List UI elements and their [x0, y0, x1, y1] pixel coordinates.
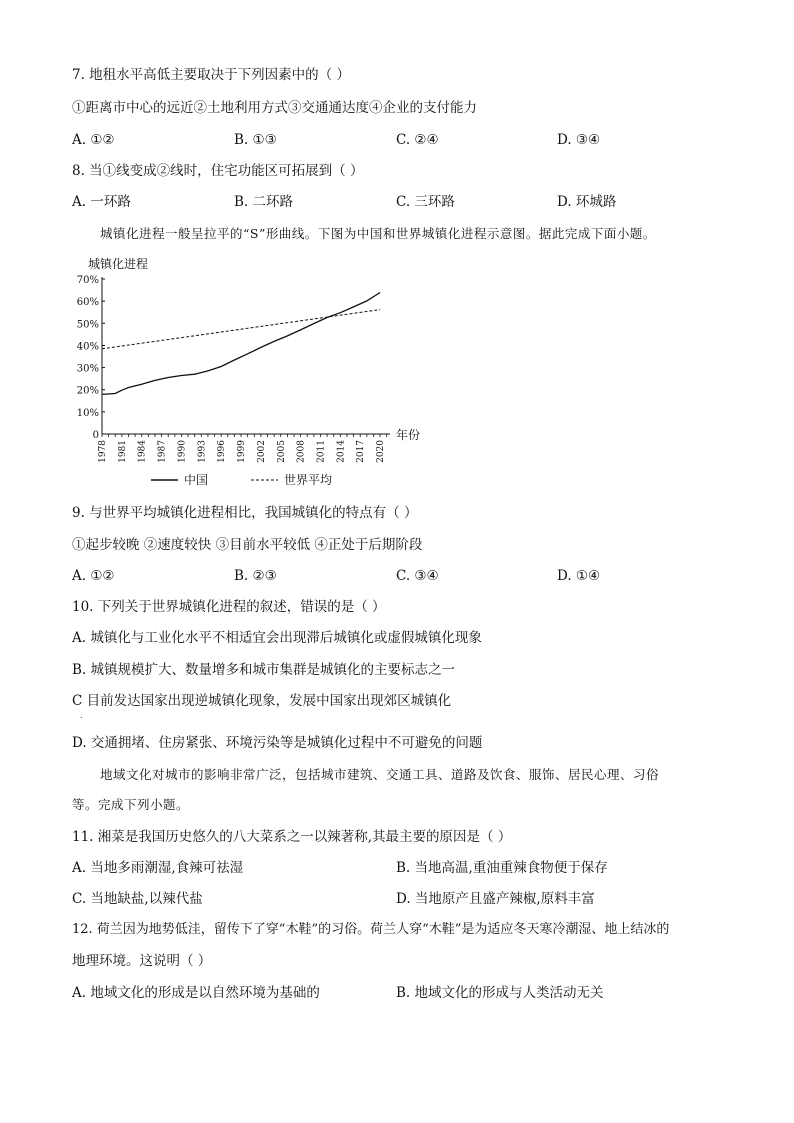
q9-sub: ①起步较晚 ②速度较快 ③目前水平较低 ④正处于后期阶段: [72, 537, 423, 553]
x-tick-label: 1996: [217, 440, 228, 463]
x-tick-label: 1978: [98, 440, 108, 463]
x-tick-label: 1987: [157, 440, 168, 463]
x-tick-label: 2011: [316, 440, 327, 463]
x-tick-label: 2005: [276, 440, 287, 463]
q10-option-c-dot: .: [80, 711, 83, 720]
q7-sub: ①距离市中心的远近②土地利用方式③交通通达度④企业的支付能力: [72, 100, 477, 116]
y-tick-label: 0: [92, 430, 99, 441]
q9-option-d: D. ①④: [557, 568, 601, 584]
q9-option-c: C. ③④: [396, 568, 439, 584]
x-tick-label: 1984: [137, 440, 148, 463]
y-tick-label: 50%: [76, 319, 99, 331]
y-axis-label: 城镇化进程: [88, 257, 149, 271]
q7-stem: 7. 地租水平高低主要取决于下列因素中的（ ）: [72, 67, 350, 83]
q7-option-c: C. ②④: [396, 132, 439, 148]
x-tick-label: 2017: [356, 440, 367, 463]
x-tick-label: 2002: [256, 440, 267, 463]
q7-option-a: A. ①②: [72, 132, 115, 148]
q9-option-b: B. ②③: [234, 568, 277, 584]
y-tick-label: 30%: [76, 363, 99, 375]
q8-option-b: B. 二环路: [234, 194, 294, 210]
q10-option-b: B. 城镇规模扩大、数量增多和城市集群是城镇化的主要标志之一: [72, 662, 456, 678]
q9-option-a: A. ①②: [72, 568, 115, 584]
chart-intro: 城镇化进程一般呈拉平的“S”形曲线。下图为中国和世界城镇化进程示意图。据此完成下面小题。: [100, 226, 656, 241]
q8-option-a: A. 一环路: [72, 194, 131, 210]
q10-option-a: A. 城镇化与工业化水平不相适宜会出现滞后城镇化或虚假城镇化现象: [72, 630, 482, 646]
culture-intro-line1: 地域文化对城市的影响非常广泛，包括城市建筑、交通工具、道路及饮食、服饰、居民心理、习俗: [100, 767, 660, 782]
x-tick-label: 2014: [336, 440, 347, 463]
q12-stem-line1: 12. 荷兰因为地势低洼，留传下了穿“木鞋”的习俗。荷兰人穿“木鞋”是为适应冬天寒冷潮湿、地上结冰的: [72, 922, 670, 937]
x-axis-label: 年份: [396, 428, 420, 442]
legend-world-label: 世界平均: [284, 473, 333, 487]
y-tick-label: 40%: [76, 341, 99, 353]
x-tick-label: 2008: [296, 440, 307, 463]
q7-option-b: B. ①③: [234, 132, 277, 148]
q10-option-d: D. 交通拥堵、住房紧张、环境污染等是城镇化过程中不可避免的问题: [72, 735, 483, 751]
q10-stem: 10. 下列关于世界城镇化进程的叙述，错误的是（ ）: [72, 599, 386, 615]
q12-option-a: A. 地域文化的形成是以自然环境为基础的: [72, 985, 320, 1001]
q10-option-c: C 目前发达国家出现逆城镇化现象，发展中国家出现郊区城镇化: [72, 693, 452, 709]
q12-stem-line2: 地理环境。这说明（ ）: [72, 953, 212, 969]
q12-option-b: B. 地域文化的形成与人类活动无关: [396, 985, 604, 1001]
x-tick-label: 2020: [376, 440, 387, 463]
q7-option-d: D. ③④: [557, 132, 601, 148]
urbanization-chart: [60, 252, 420, 492]
x-tick-label: 1999: [237, 440, 248, 463]
q11-stem: 11. 湘菜是我国历史悠久的八大菜系之一以辣著称,其最主要的原因是（ ）: [72, 829, 512, 845]
series-world-line: [102, 310, 380, 349]
y-tick-label: 10%: [76, 407, 99, 419]
legend-china-label: 中国: [184, 473, 209, 487]
q11-option-a: A. 当地多雨潮湿,食辣可祛湿: [72, 860, 244, 876]
x-tick-label: 1981: [117, 440, 128, 463]
y-tick-label: 60%: [76, 297, 99, 309]
x-tick-label: 1993: [197, 440, 208, 463]
y-tick-label: 20%: [76, 385, 99, 397]
culture-intro-line2: 等。完成下列小题。: [72, 797, 190, 812]
q9-stem: 9. 与世界平均城镇化进程相比，我国城镇化的特点有（ ）: [72, 505, 418, 521]
q11-option-b: B. 当地高温,重油重辣食物便于保存: [396, 860, 608, 876]
q8-option-d: D. 环城路: [557, 194, 617, 210]
y-tick-label: 70%: [76, 275, 99, 286]
q8-option-c: C. 三环路: [396, 194, 455, 210]
series-china-line: [102, 293, 380, 395]
q8-stem: 8. 当①线变成②线时，住宅功能区可拓展到（ ）: [72, 163, 364, 179]
q11-option-c: C. 当地缺盐,以辣代盐: [72, 891, 203, 907]
q11-option-d: D. 当地原产且盛产辣椒,原料丰富: [396, 891, 595, 907]
x-tick-label: 1990: [177, 440, 188, 463]
